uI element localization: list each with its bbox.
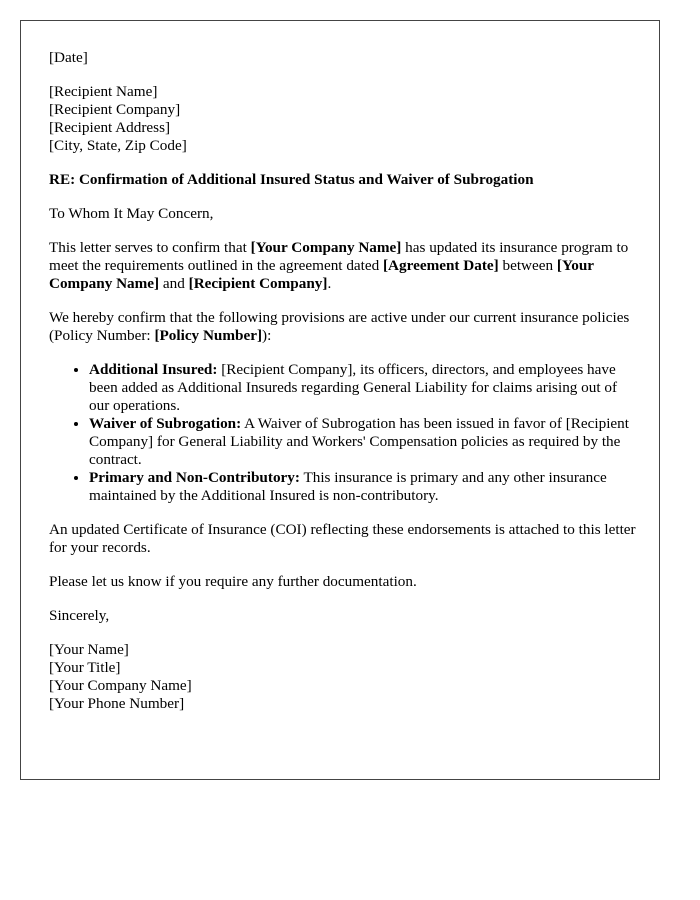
- recipient-block: [49, 83, 639, 155]
- signature-block: [49, 641, 639, 713]
- text-run: We hereby confirm that the following provisions are active under our current insurance policies (Policy Number:: [49, 309, 630, 344]
- subject-text: RE: Confirmation of Additional Insured Status and Waiver of Subrogation: [49, 171, 534, 188]
- text-run: ):: [262, 327, 272, 344]
- provision-text: This insurance is primary and any other insurance maintained by the Additional Insured is non-contributory.: [89, 469, 607, 504]
- provision-title: Primary and Non-Contributory:: [89, 469, 300, 486]
- signature-title: [Your Title]: [49, 659, 121, 676]
- text-run: and: [159, 275, 189, 292]
- recipient-name: [Recipient Name]: [49, 83, 158, 100]
- provision-title: Waiver of Subrogation:: [89, 415, 242, 432]
- letter-page: [20, 20, 660, 780]
- paragraph-provisions-intro: [49, 309, 639, 345]
- closing: Sincerely,: [49, 607, 110, 624]
- salutation: To Whom It May Concern,: [49, 205, 214, 222]
- provision-additional-insured: [89, 361, 639, 415]
- recipient-company: [Recipient Company]: [49, 101, 181, 118]
- recipient-city-state-zip: [City, State, Zip Code]: [49, 137, 187, 154]
- recipient-company-placeholder: [Recipient Company]: [188, 275, 328, 292]
- subject-line: [49, 171, 639, 189]
- text-run: This letter serves to confirm that: [49, 239, 251, 256]
- provision-text: A Waiver of Subrogation has been issued in favor of [Recipient Company] for General Liability and Workers' Compensation policies as required by the contract.: [89, 415, 629, 468]
- recipient-address: [Recipient Address]: [49, 119, 171, 136]
- provision-title: Additional Insured:: [89, 361, 218, 378]
- signature-company: [Your Company Name]: [49, 677, 192, 694]
- provision-primary-non-contributory: [89, 469, 639, 505]
- agreement-date-placeholder: [Agreement Date]: [383, 257, 499, 274]
- letter-content: [49, 49, 639, 729]
- letter-date: [Date]: [49, 49, 88, 66]
- provision-waiver-of-subrogation: [89, 415, 639, 469]
- signature-name: [Your Name]: [49, 641, 129, 658]
- text-run: between: [498, 257, 557, 274]
- paragraph-coi: An updated Certificate of Insurance (COI) reflecting these endorsements is attached to this letter for your records.: [49, 521, 636, 556]
- company-name-placeholder: [Your Company Name]: [250, 239, 402, 256]
- provision-text: [Recipient Company], its officers, directors, and employees have been added as Additional Insureds regarding General Liability for claims arising out of our operations.: [89, 361, 618, 414]
- paragraph-further-documentation: Please let us know if you require any further documentation.: [49, 573, 417, 590]
- company-name-placeholder: [Your Company Name]: [49, 257, 594, 292]
- paragraph-confirmation: [49, 239, 639, 293]
- provisions-list: [49, 361, 639, 505]
- text-run: .: [327, 275, 332, 292]
- text-run: has updated its insurance program to meet the requirements outlined in the agreement dated: [49, 239, 629, 274]
- signature-phone: [Your Phone Number]: [49, 695, 185, 712]
- policy-number-placeholder: [Policy Number]: [154, 327, 263, 344]
